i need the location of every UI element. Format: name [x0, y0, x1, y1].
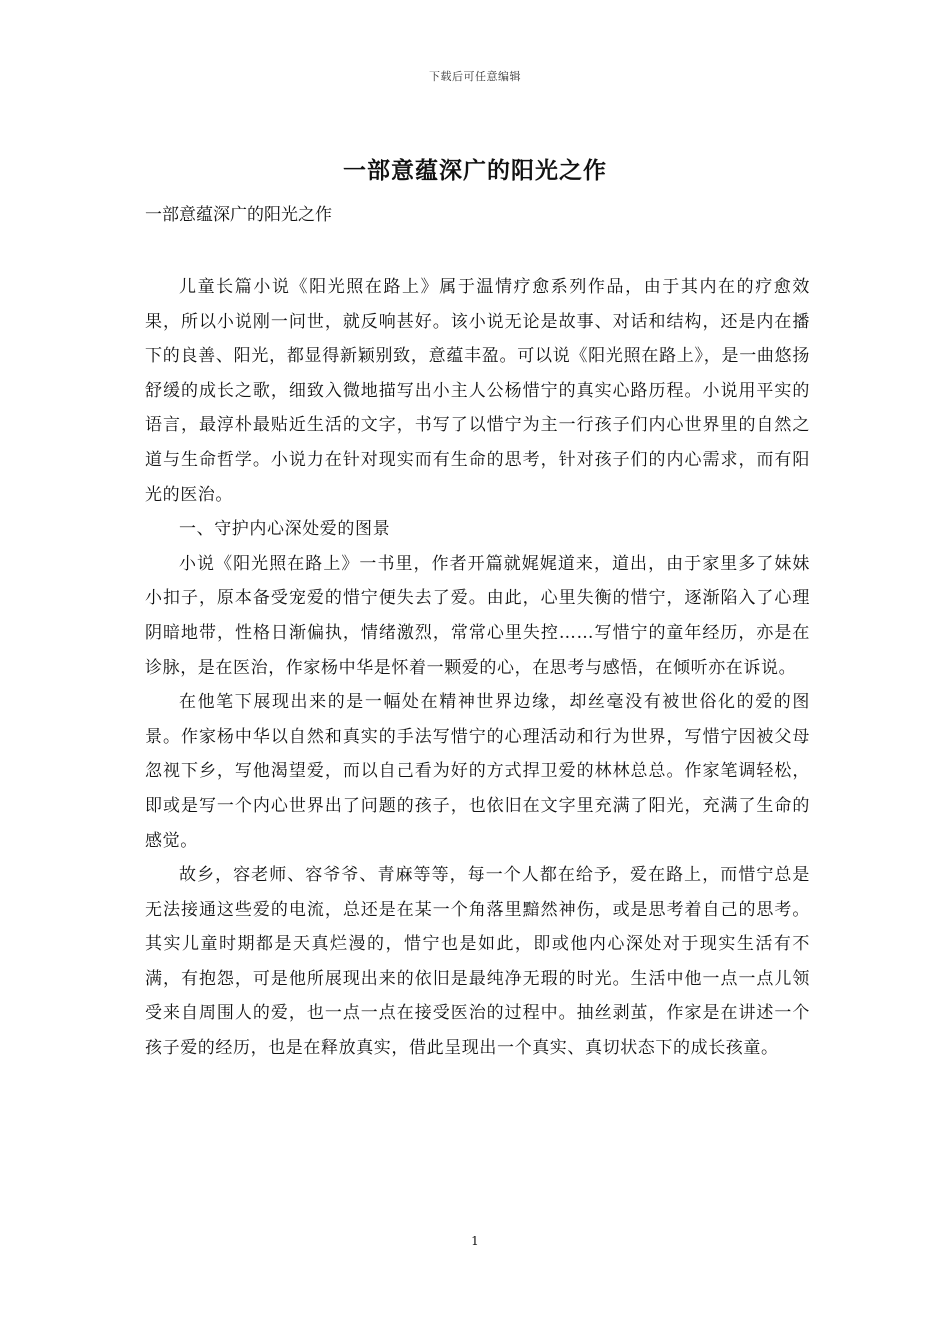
- paragraph: 小说《阳光照在路上》一书里，作者开篇就娓娓道来，道出，由于家里多了妹妹小扣子，原本备受宠爱的惜宁便失去了爱。由此，心里失衡的惜宁，逐渐陷入了心理阴暗地带，性格日渐偏执，情绪激烈，常常心里失控……写惜宁的童年经历，亦是在诊脉，是在医治，作家杨中华是怀着一颗爱的心，在思考与感悟，在倾听亦在诉说。: [145, 553, 810, 678]
- document-title: 一部意蕴深广的阳光之作: [343, 157, 607, 184]
- paragraph: 故乡，容老师、容爷爷、青麻等等，每一个人都在给予，爱在路上，而惜宁总是无法接通这些爱的电流，总还是在某一个角落里黯然神伤，或是思考着自己的思考。其实儿童时期都是天真烂漫的，惜宁也是如此，即或他内心深处对于现实生活有不满，有抱怨，可是他所展现出来的依旧是最纯净无瑕的时光。生活中他一点一点儿领受来自周围人的爱，也一点一点在接受医治的过程中。抽丝剥茧，作家是在讲述一个孩子爱的经历，也是在释放真实，借此呈现出一个真实、真切状态下的成长孩童。: [145, 865, 810, 1059]
- header-note: 下载后可任意编辑: [429, 70, 521, 83]
- document-subtitle: 一部意蕴深广的阳光之作: [145, 205, 332, 225]
- section-heading: 一、守护内心深处爱的图景: [179, 519, 391, 540]
- paragraph: 在他笔下展现出来的是一幅处在精神世界边缘，却丝毫没有被世俗化的爱的图景。作家杨中华以自然和真实的手法写惜宁的心理活动和行为世界，写惜宁因被父母忽视下乡，写他渴望爱，而以自己看为好的方式捍卫爱的林林总总。作家笔调轻松，即或是写一个内心世界出了问题的孩子，也依旧在文字里充满了阳光，充满了生命的感觉。: [145, 692, 810, 851]
- page-number: 1: [471, 1234, 479, 1248]
- document-body: [145, 270, 810, 1066]
- paragraph-intro: 儿童长篇小说《阳光照在路上》属于温情疗愈系列作品，由于其内在的疗愈效果，所以小说刚一问世，就反响甚好。该小说无论是故事、对话和结构，还是内在播下的良善、阳光，都显得新颖别致，意蕴丰盈。可以说《阳光照在路上》，是一曲悠扬舒缓的成长之歌，细致入微地描写出小主人公杨惜宁的真实心路历程。小说用平实的语言，最淳朴最贴近生活的文字，书写了以惜宁为主一行孩子们内心世界里的自然之道与生命哲学。小说力在针对现实而有生命的思考，针对孩子们的内心需求，而有阳光的医治。: [145, 277, 810, 505]
